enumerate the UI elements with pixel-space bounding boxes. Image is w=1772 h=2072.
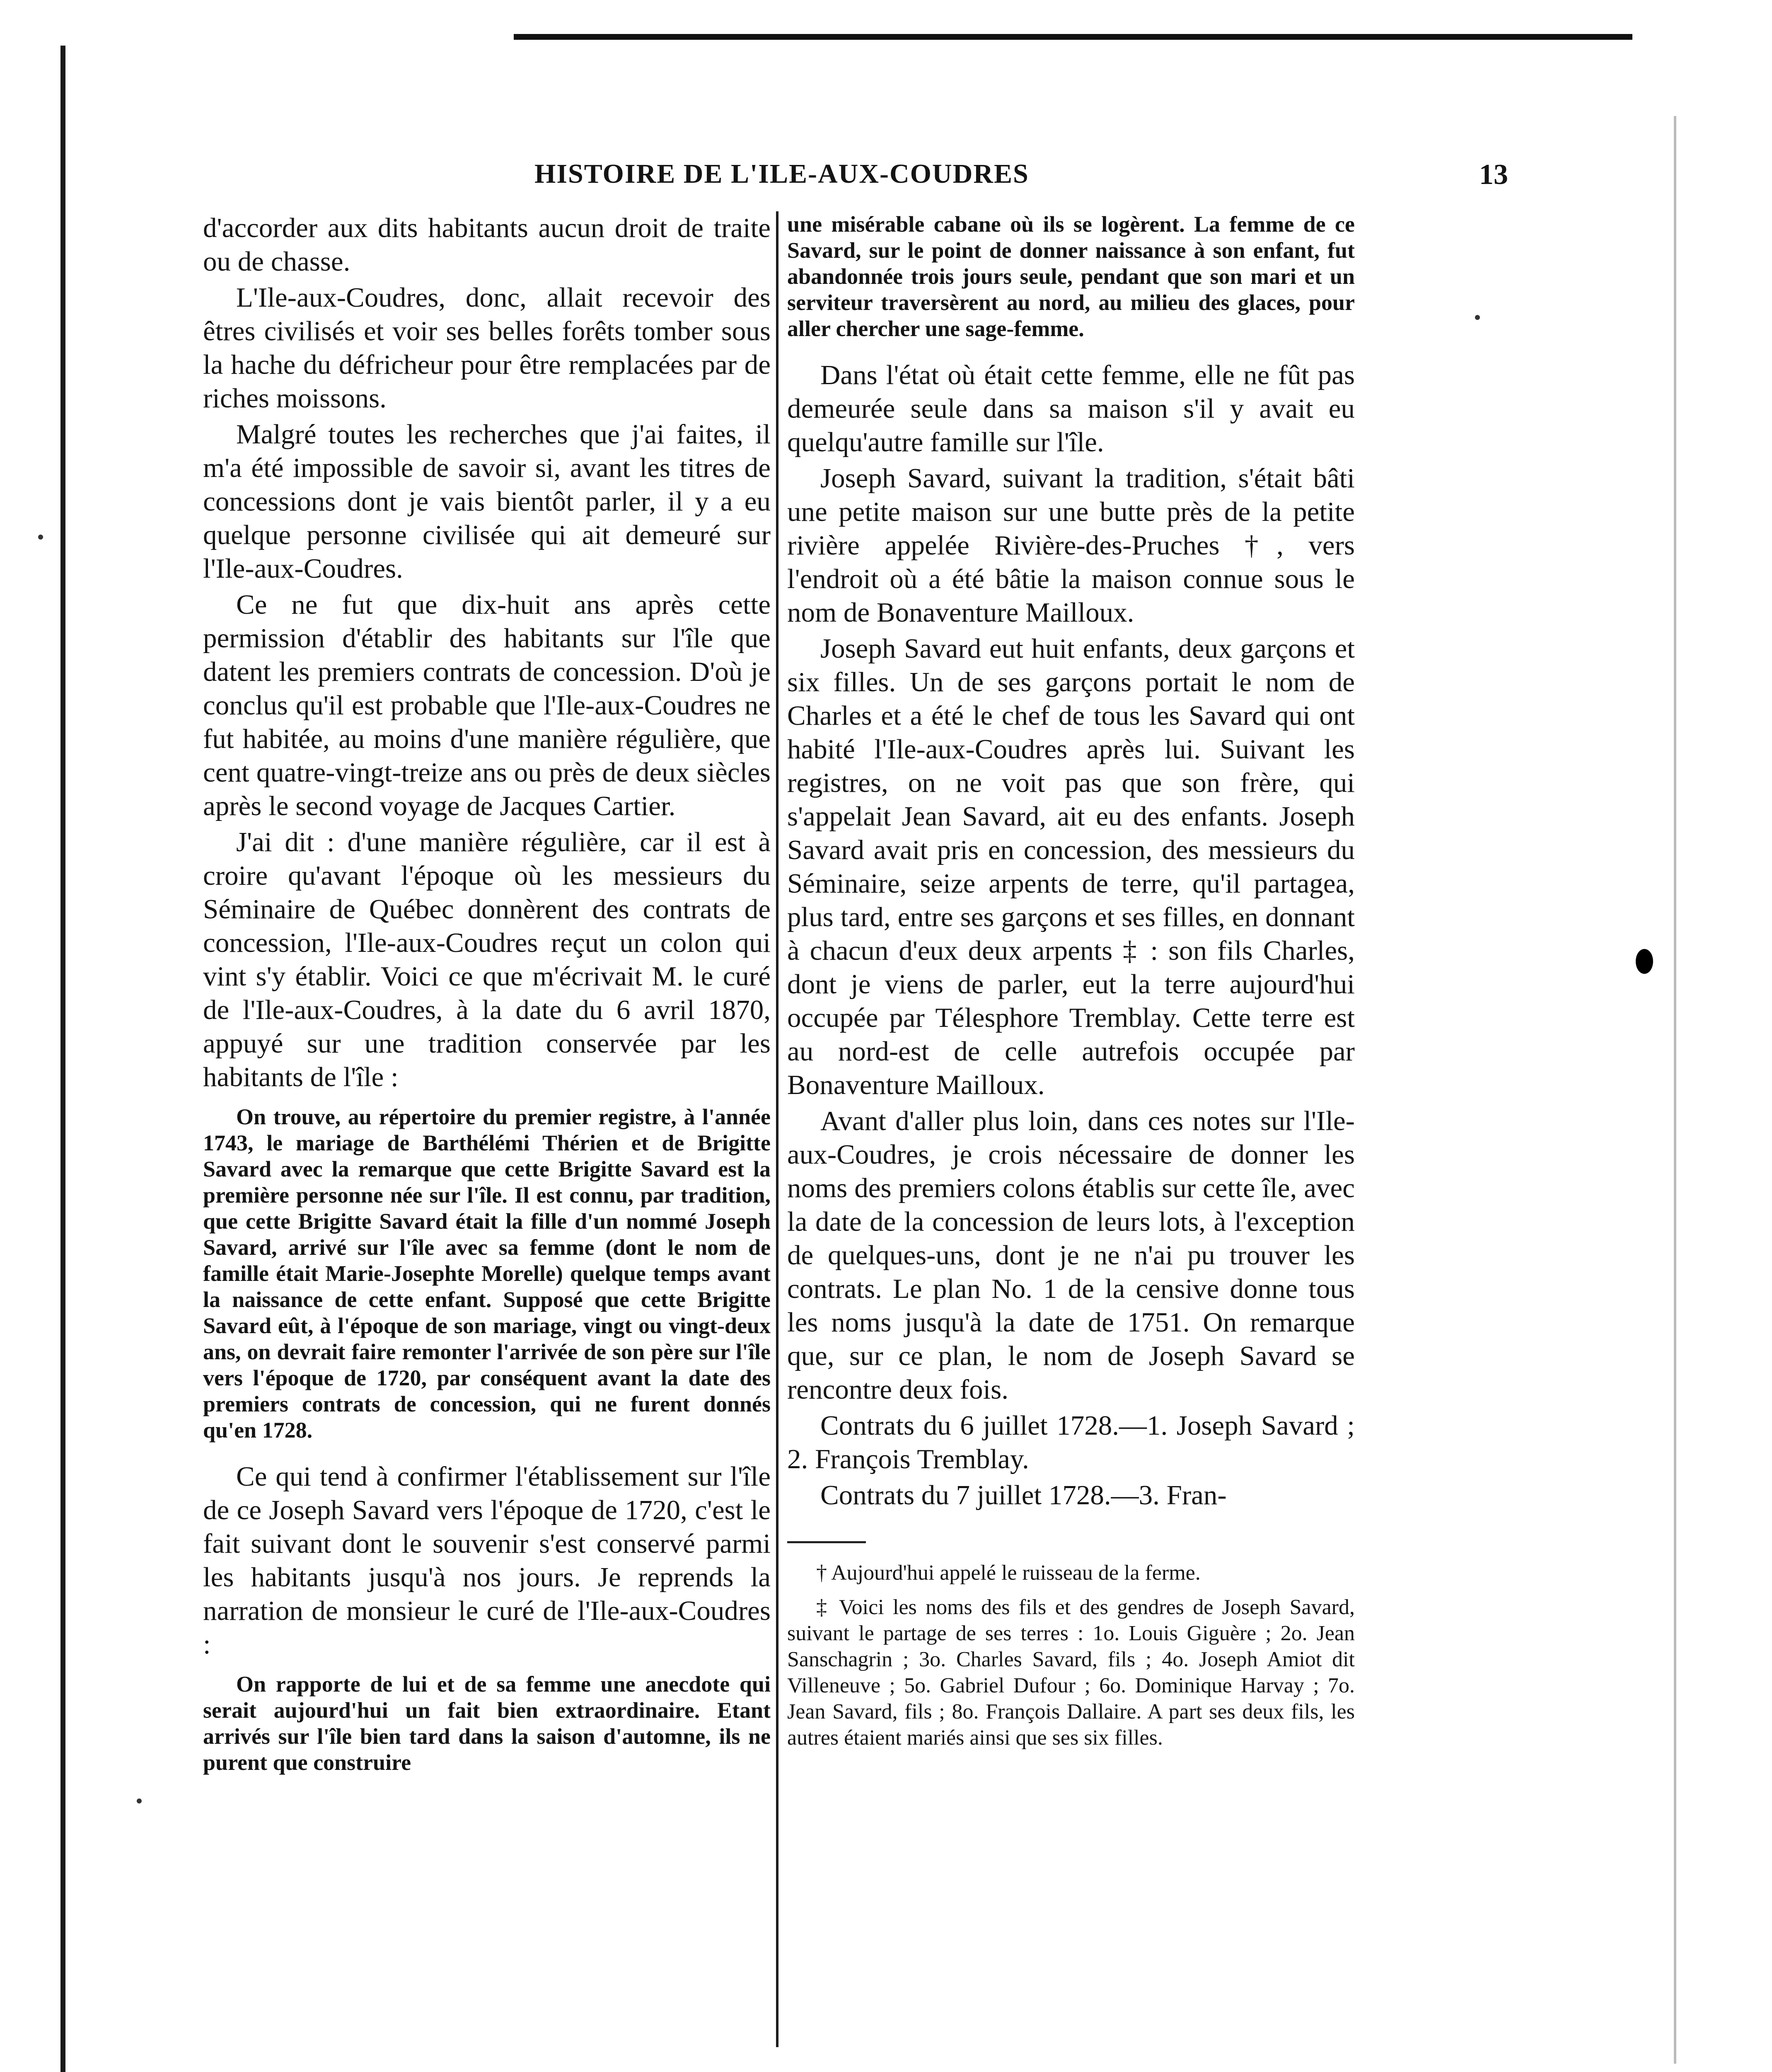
column-divider: [776, 211, 778, 2047]
paragraph: J'ai dit : d'une manière régulière, car il est à croire qu'avant l'époque où les messieurs du Séminaire de Québec donnèrent des contrats de concession, l'Ile-aux-Coudres reçut un colon qui vint s'y établir. Voici ce que m'écrivait M. le curé de l'Ile-aux-Coudres, à la date du 6 avril 1870, appuyé sur une tradition conservée par les habitants de l'île :: [203, 827, 771, 1092]
footnote: † Aujourd'hui appelé le ruisseau de la ferme.: [816, 1561, 1201, 1585]
ink-speck: [38, 535, 43, 540]
page-header: [203, 158, 1508, 196]
paragraph: Malgré toutes les recherches que j'ai faites, il m'a été impossible de savoir si, avant les titres de concessions dont je vais bientôt parler, il y a eu quelque personne civilisée qui ait demeuré sur l'Ile-aux-Coudres.: [203, 419, 771, 584]
paragraph: L'Ile-aux-Coudres, donc, allait recevoir des êtres civilisés et voir ses belles forêts tomber sous la hache du défricheur pour être remplacées par de riches moissons.: [203, 282, 771, 414]
left-column: [203, 211, 771, 1792]
ink-speck: [137, 1798, 142, 1803]
running-head: HISTOIRE DE L'ILE-AUX-COUDRES: [534, 159, 1029, 189]
paragraph: Joseph Savard eut huit enfants, deux garçons et six filles. Un de ses garçons portait le nom de Charles et a été le chef de tous les Savard qui ont habité l'Ile-aux-Coudres après lui. Suivant les registres, on ne voit pas que son frère, qui s'appelait Jean Savard, ait eu des enfants. Joseph Savard avait pris en concession, des messieurs du Séminaire, seize arpents de terre, qu'il partagea, plus tard, entre ses garçons et ses filles, en donnant à chacun d'eux deux arpents ‡ : son fils Charles, dont je viens de parler, eut la terre aujourd'hui occupée par Télesphore Tremblay. Cette terre est au nord-est de celle autrefois occupée par Bonaventure Mailloux.: [787, 633, 1355, 1100]
footnote-rule: [787, 1541, 866, 1543]
footnote: ‡ Voici les noms des fils et des gendres de Joseph Savard, suivant le partage de ses terres : 1o. Louis Giguère ; 2o. Jean Sanschagrin ; 3o. Charles Savard, fils ; 4o. Joseph Amiot dit Villeneuve ; 5o. Gabriel Dufour ; 6o. Dominique Harvay ; 7o. Jean Savard, fils ; 8o. François Dallaire. A part ses deux fils, les autres étaient mariés ainsi que ses six filles.: [787, 1595, 1355, 1750]
right-column: [787, 211, 1355, 1759]
block-quote-continuation: une misérable cabane où ils se logèrent. La femme de ce Savard, sur le point de donner naissance à son enfant, fut abandonnée trois jours seule, pendant que son mari et un serviteur traversèrent au nord, au milieu des glaces, pour aller chercher une sage-femme.: [787, 212, 1355, 341]
paragraph: Avant d'aller plus loin, dans ces notes sur l'Ile-aux-Coudres, je crois nécessaire de donner les noms des premiers colons établis sur cette île, avec la date de la concession de leurs lots, à l'exception de quelques-uns, dont je ne n'ai pu trouver les contrats. Le plan No. 1 de la censive donne tous les noms jusqu'à la date de 1751. On remarque que, sur ce plan, le nom de Joseph Savard se rencontre deux fois.: [787, 1106, 1355, 1405]
ink-blot: [1636, 949, 1653, 974]
page-number: 13: [1479, 159, 1508, 191]
ink-speck: [1475, 315, 1480, 320]
block-quote: On rapporte de lui et de sa femme une anecdote qui serait aujourd'hui un fait bien extraordinaire. Etant arrivés sur l'île bien tard dans la saison d'automne, ils ne purent que construire: [203, 1672, 771, 1775]
paragraph: Contrats du 7 juillet 1728.—3. Fran-: [820, 1480, 1227, 1510]
paragraph: Joseph Savard, suivant la tradition, s'était bâti une petite maison sur une butte près de la petite rivière appelée Rivière-des-Pruches †, vers l'endroit où a été bâtie la maison connue sous le nom de Bonaventure Mailloux.: [787, 463, 1355, 628]
scan-right-edge: [1674, 116, 1676, 2064]
scan-left-edge: [60, 46, 65, 2072]
block-quote: On trouve, au répertoire du premier registre, à l'année 1743, le mariage de Barthélémi Thérien et de Brigitte Savard avec la remarque que cette Brigitte Savard est la première personne née sur l'île. Il est connu, par tradition, que cette Brigitte Savard était la fille d'un nommé Joseph Savard, arrivé sur l'île avec sa femme (dont le nom de famille était Marie-Josephte Morelle) quelque temps avant la naissance de cette enfant. Supposé que cette Brigitte Savard eût, à l'époque de son mariage, vingt ou vingt-deux ans, on devrait faire remonter l'arrivée de son père sur l'île vers l'époque de 1720, par conséquent avant la date des premiers contrats de concession, qui ne furent donnés qu'en 1728.: [203, 1104, 771, 1443]
paragraph: Dans l'état où était cette femme, elle ne fût pas demeurée seule dans sa maison s'il y avait eu quelqu'autre famille sur l'île.: [787, 360, 1355, 457]
paragraph: d'accorder aux dits habitants aucun droit de traite ou de chasse.: [203, 213, 771, 277]
paragraph: Contrats du 6 juillet 1728.—1. Joseph Savard ; 2. François Tremblay.: [787, 1410, 1355, 1474]
paragraph: Ce qui tend à confirmer l'établissement sur l'île de ce Joseph Savard vers l'époque de 1720, c'est le fait suivant dont le souvenir s'est conservé parmi les habitants jusqu'à nos jours. Je reprends la narration de monsieur le curé de l'Ile-aux-Coudres :: [203, 1461, 771, 1660]
scan-top-rule: [514, 34, 1632, 40]
paragraph: Ce ne fut que dix-huit ans après cette permission d'établir des habitants sur l'île que datent les premiers contrats de concession. D'où je conclus qu'il est probable que l'Ile-aux-Coudres ne fut habitée, au moins d'une manière régulière, que cent quatre-vingt-treize ans ou près de deux siècles après le second voyage de Jacques Cartier.: [203, 589, 771, 821]
